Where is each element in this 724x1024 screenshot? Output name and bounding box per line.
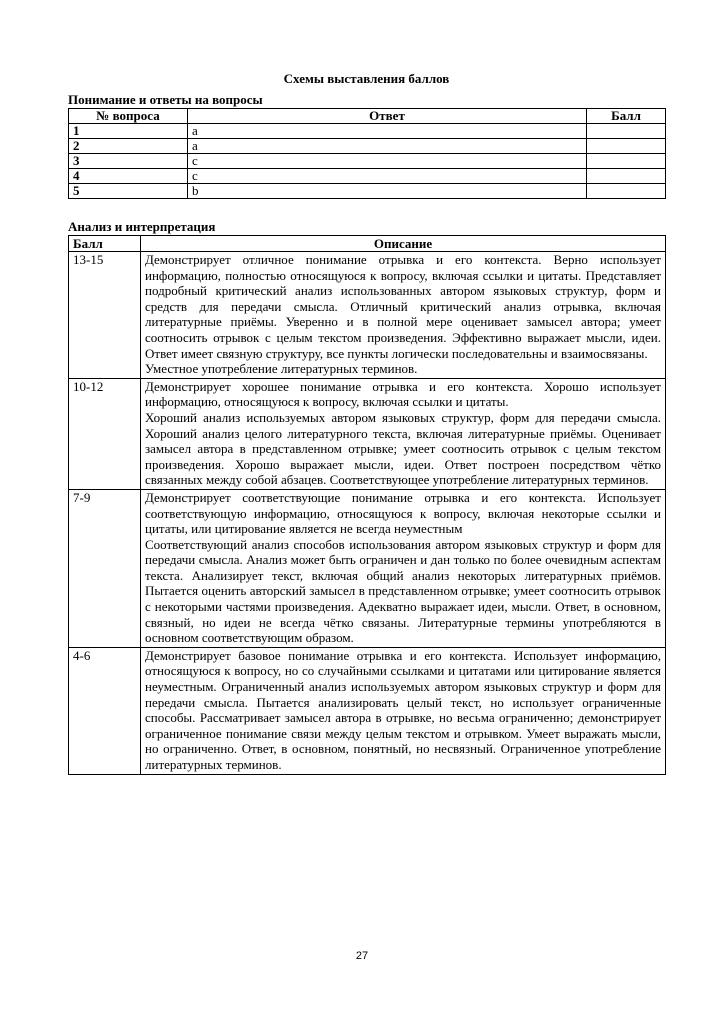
- answer-cell: a: [188, 139, 587, 154]
- score-band: 4-6: [69, 647, 141, 774]
- answer-cell: c: [188, 154, 587, 169]
- score-cell: [587, 124, 666, 139]
- document-page: [68, 70, 665, 775]
- rubric-row: [69, 647, 666, 774]
- band-description: [141, 252, 666, 379]
- score-cell: [587, 184, 666, 199]
- rubric-table: [68, 235, 666, 775]
- rubric-row: [69, 378, 666, 489]
- header-answer: Ответ: [188, 109, 587, 124]
- question-number: 2: [69, 139, 188, 154]
- score-cell: [587, 169, 666, 184]
- table-row: [69, 124, 666, 139]
- score-band: 10-12: [69, 378, 141, 489]
- header-question-number: № вопроса: [69, 109, 188, 124]
- answers-header-row: [69, 109, 666, 124]
- score-band: 13-15: [69, 252, 141, 379]
- header-score: Балл: [587, 109, 666, 124]
- rubric-row: [69, 252, 666, 379]
- section-spacer: [68, 199, 665, 218]
- table-row: [69, 184, 666, 199]
- description-paragraph: Хороший анализ используемых автором языковых структур, форм для передачи смысла. Хороший анализ целого литературного текста, включая литературные приёмы. Оценивает замысел автора в представленном отрывке; умеет соотносить отрывок с целым текстом произведения. Хорошо выражает мысли, идеи. Ответ построен посредством чётко связанных между собой абзацев. Соответствующее употребление литературных терминов.: [145, 409, 661, 488]
- score-cell: [587, 154, 666, 169]
- header-description: Описание: [141, 236, 666, 252]
- band-description: [141, 378, 666, 489]
- band-description: [141, 489, 666, 647]
- description-paragraph: Демонстрирует хорошее понимание отрывка и его контекста. Хорошо использует информацию, относящуюся к вопросу, включая ссылки и цитаты.: [145, 378, 661, 410]
- document-title: Схемы выставления баллов: [283, 71, 450, 86]
- description-paragraph: Уместное употребление литературных терминов.: [145, 361, 418, 377]
- question-number: 3: [69, 154, 188, 169]
- band-description: [141, 647, 666, 774]
- rubric-header-row: [69, 236, 666, 252]
- description-paragraph: Демонстрирует отличное понимание отрывка и его контекста. Верно использует информацию, полностью относящуюся к вопросу, включая ссылки и цитаты. Представляет подробный критический анализ использованных автором языковых структур, форм и средств для передачи смысла. Отличный критический анализ отрывка, включая литературные приёмы. Уверенно и в полной мере оценивает замысел автора; умеет соотносить отрывок с целым текстом произведения. Эффективно выражает мысли, идеи. Ответ имеет связную структуру, все пункты логически последовательны и взаимосвязаны.: [145, 252, 661, 361]
- rubric-row: [69, 489, 666, 647]
- question-number: 1: [69, 124, 188, 139]
- analysis-section-heading: Анализ и интерпретация: [68, 219, 216, 234]
- question-number: 5: [69, 184, 188, 199]
- description-paragraph: Соответствующий анализ способов использования автором языковых структур и форм для передачи смысла. Анализ может быть ограничен и дан только по более очевидным аспектам текста. Анализирует текст, включая общий анализ некоторых литературных приёмов. Пытается оценить авторский замысел в представленном отрывке; умеет соотносить отрывок с некоторыми частями произведения. Адекватно выражает идеи, мысли. Ответ, в основном, связный, но идеи не всегда чётко связаны. Литературные термины употребляются в основном соответствующим образом.: [145, 536, 661, 646]
- answer-cell: b: [188, 184, 587, 199]
- answer-cell: a: [188, 124, 587, 139]
- description-paragraph: Демонстрирует базовое понимание отрывка и его контекста. Использует информацию, относящуюся к вопросу, но со случайными ссылками и цитатами или цитирование является неуместным. Ограниченный анализ используемых автором языковых структур и форм для передачи смысла. Пытается анализировать целый текст, но использует ограниченные способы. Рассматривает замысел автора в отрывке, но весьма ограниченно; демонстрирует ограниченное понимание связи между целым текстом и отрывком. Умеет выражать мысли, но ограниченно. Ответ, в основном, понятный, но несвязный. Ограниченное употребление литературных терминов.: [145, 647, 661, 772]
- description-paragraph: Демонстрирует соответствующие понимание отрывка и его контекста. Использует соответствующую информацию, относящуюся к вопросу, включая некоторые ссылки и цитаты, или цитирование является не всегда неуместным: [145, 489, 661, 537]
- score-band: 7-9: [69, 489, 141, 647]
- table-row: [69, 154, 666, 169]
- page-number: 27: [355, 950, 369, 962]
- answers-table: [68, 108, 666, 199]
- table-row: [69, 169, 666, 184]
- table-row: [69, 139, 666, 154]
- score-cell: [587, 139, 666, 154]
- answers-section-heading: Понимание и ответы на вопросы: [68, 92, 263, 107]
- question-number: 4: [69, 169, 188, 184]
- answer-cell: c: [188, 169, 587, 184]
- header-score-band: Балл: [69, 236, 141, 252]
